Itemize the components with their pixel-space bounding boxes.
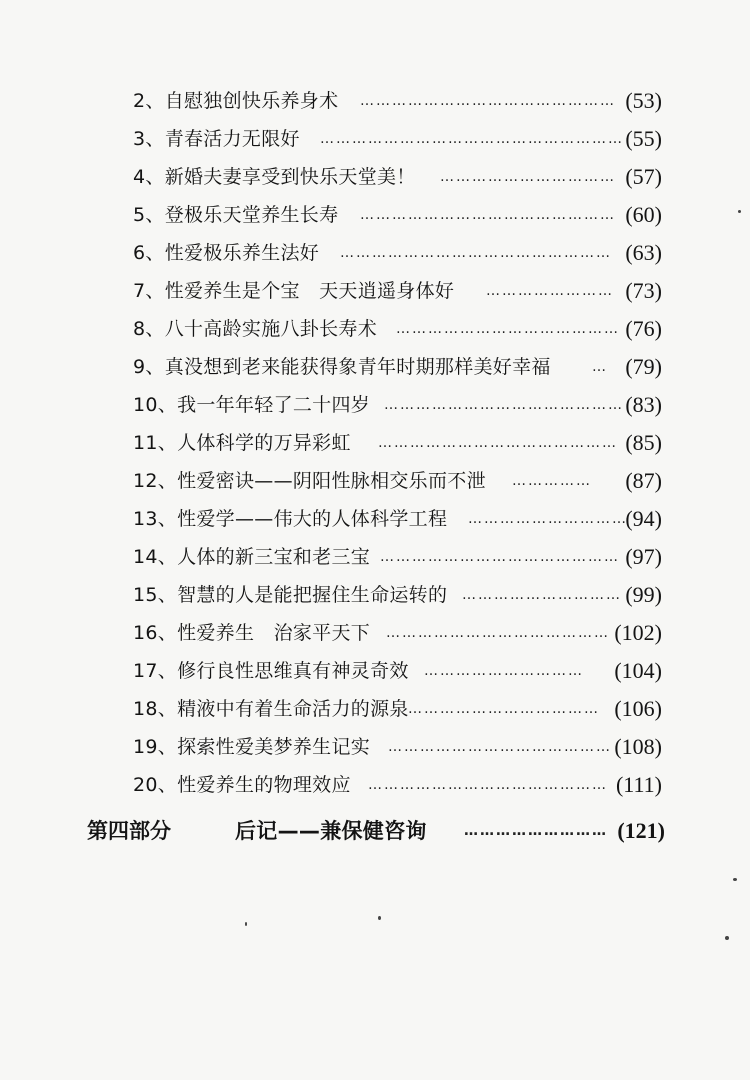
leader-dots: ………………………………………	[368, 777, 608, 793]
leader-dots: …………………………	[468, 511, 628, 527]
leader-dots: ……………………………………	[388, 739, 612, 755]
entry-page: (83)	[625, 392, 662, 417]
leader-dots: ……………………………………	[396, 321, 620, 337]
leader-dots: ………………………	[464, 823, 608, 839]
leader-dots: …………………………………………	[360, 207, 616, 223]
entry-page: (99)	[625, 582, 662, 607]
entry-title: 4、新婚夫妻享受到快乐天堂美！	[133, 166, 416, 188]
toc-entry	[0, 770, 750, 800]
entry-page: (87)	[625, 468, 662, 493]
toc-entry	[0, 238, 750, 268]
toc-entry	[0, 352, 750, 382]
toc-entry	[0, 656, 750, 686]
entry-title: 13、性爱学——伟大的人体科学工程	[133, 508, 448, 530]
entry-title: 2、自慰独创快乐养身术	[133, 90, 339, 112]
entry-title: 3、青春活力无限好	[133, 128, 300, 150]
part-label: 第四部分	[87, 819, 171, 843]
toc-entry	[0, 200, 750, 230]
toc-entry	[0, 162, 750, 192]
scan-speck	[738, 210, 741, 213]
toc-entry	[0, 428, 750, 458]
entry-page: (102)	[614, 620, 662, 645]
leader-dots: ………………………………………	[380, 549, 620, 565]
entry-title: 20、性爱养生的物理效应	[133, 774, 351, 796]
entry-title: 14、人体的新三宝和老三宝	[133, 546, 371, 568]
entry-title: 10、我一年年轻了二十四岁	[133, 394, 371, 416]
scan-speck	[725, 936, 729, 940]
entry-page: (94)	[625, 506, 662, 531]
leader-dots: …	[592, 359, 608, 375]
scan-speck	[378, 916, 381, 920]
part-title: 后记——兼保健咨询	[235, 819, 427, 843]
entry-title: 8、八十高龄实施八卦长寿术	[133, 318, 377, 340]
leader-dots: ……………………	[486, 283, 614, 299]
entry-page: (76)	[625, 316, 662, 341]
toc-entry	[0, 580, 750, 610]
part-page: (121)	[617, 818, 665, 843]
leader-dots: ………………………………	[408, 701, 600, 717]
leader-dots: ……………	[512, 473, 592, 489]
entry-page: (106)	[614, 696, 662, 721]
leader-dots: ………………………………………	[378, 435, 618, 451]
scan-speck	[733, 878, 737, 881]
entry-title: 9、真没想到老来能获得象青年时期那样美好幸福	[133, 356, 551, 378]
toc-part-entry	[0, 816, 750, 846]
toc-entry	[0, 124, 750, 154]
entry-page: (79)	[625, 354, 662, 379]
leader-dots: ………………………………………	[384, 397, 624, 413]
entry-title: 6、性爱极乐养生法好	[133, 242, 320, 264]
entry-title: 11、人体科学的万异彩虹	[133, 432, 351, 454]
toc-entry	[0, 542, 750, 572]
leader-dots: ……………………………………………	[340, 245, 612, 261]
leader-dots: …………………………………………………	[320, 131, 624, 147]
entry-title: 7、性爱养生是个宝 天天逍遥身体好	[133, 280, 455, 302]
entry-title: 17、修行良性思维真有神灵奇效	[133, 660, 409, 682]
entry-page: (53)	[625, 88, 662, 113]
toc-entry	[0, 276, 750, 306]
toc-entry	[0, 618, 750, 648]
leader-dots: …………………………………………	[360, 93, 616, 109]
toc-entry	[0, 732, 750, 762]
entry-title: 18、精液中有着生命活力的源泉	[133, 698, 409, 720]
entry-page: (73)	[625, 278, 662, 303]
toc-entry	[0, 466, 750, 496]
entry-page: (85)	[625, 430, 662, 455]
entry-title: 15、智慧的人是能把握住生命运转的	[133, 584, 448, 606]
leader-dots: …………………………	[424, 663, 584, 679]
entry-title: 12、性爱密诀——阴阳性脉相交乐而不泄	[133, 470, 486, 492]
scan-speck	[245, 922, 247, 926]
entry-page: (60)	[625, 202, 662, 227]
toc-entry	[0, 390, 750, 420]
leader-dots: ……………………………………	[386, 625, 610, 641]
entry-page: (97)	[625, 544, 662, 569]
leader-dots: …………………………	[462, 587, 622, 603]
toc-entry	[0, 314, 750, 344]
entry-page: (111)	[615, 772, 662, 797]
entry-page: (57)	[625, 164, 662, 189]
entry-page: (63)	[625, 240, 662, 265]
entry-title: 19、探索性爱美梦养生记实	[133, 736, 371, 758]
toc-entry	[0, 504, 750, 534]
entry-page: (108)	[614, 734, 662, 759]
entry-title: 16、性爱养生 治家平天下	[133, 622, 371, 644]
entry-page: (104)	[614, 658, 662, 683]
toc-entry	[0, 694, 750, 724]
toc-entry	[0, 86, 750, 116]
entry-page: (55)	[625, 126, 662, 151]
leader-dots: ……………………………	[440, 169, 616, 185]
entry-title: 5、登极乐天堂养生长寿	[133, 204, 339, 226]
